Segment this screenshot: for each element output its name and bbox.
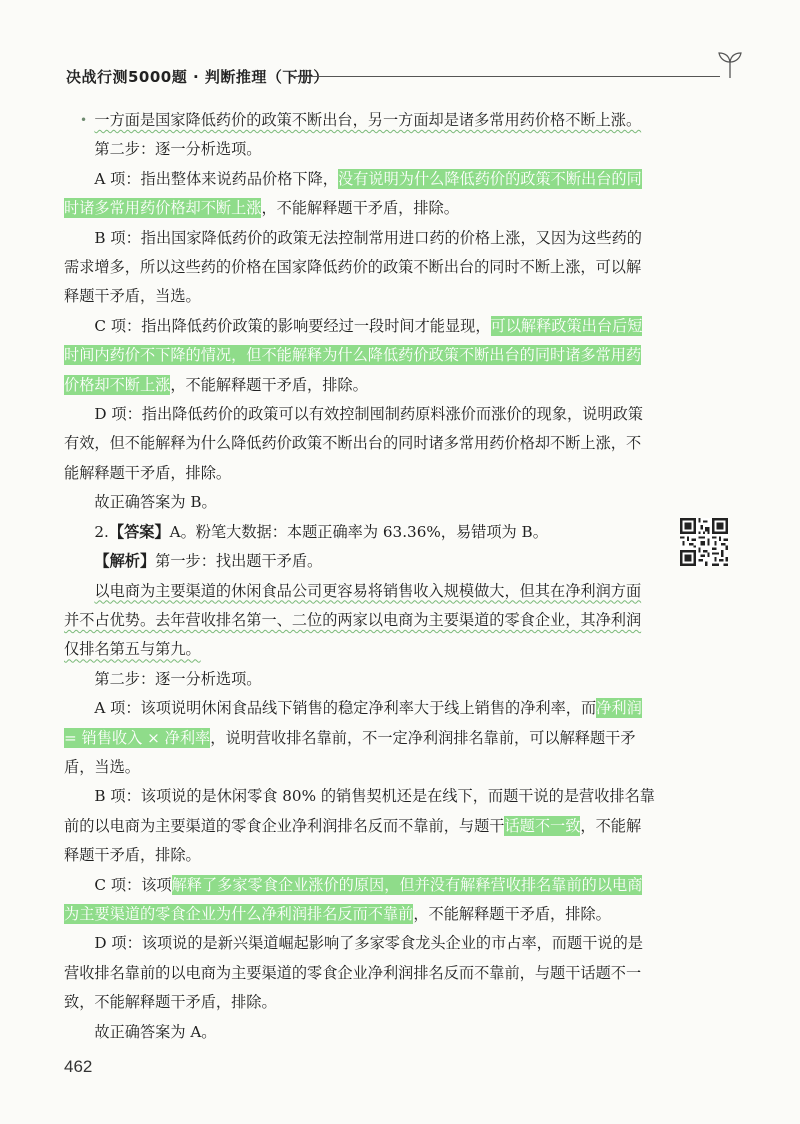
q1-option-c-conclusion: ，不能解释题干矛盾，排除。 <box>170 375 368 394</box>
q2-answer-tag: 【答案】 <box>108 522 170 541</box>
page-number: 462 <box>64 1057 93 1076</box>
q2-paragraph-contradiction <box>64 577 656 665</box>
q2-answer: 故正确答案为 A。 <box>94 1022 217 1041</box>
q1-option-d: D 项：指出降低药价的政策可以有效控制囤制药原料涨价而涨价的现象，说明政策有效，但不能解释为什么降低药价政策不断出台的同时诸多常用药价格却不断上涨，不能解释题干矛盾，排除。 <box>64 405 643 482</box>
q2-analysis-text: 第一步：找出题干矛盾。 <box>155 552 323 571</box>
q1-option-c-highlight: 可以解释政策出台后短时间内药价不下降的情况，但不能解释为什么降低药价政策不断出台的同时诸多常用药价格却不断上涨 <box>64 316 643 394</box>
q2-option-b-text: B 项：该项说的是休闲零食 80% 的销售契机还是在线下，而题干说的是营收排名靠前的以电商为主要渠道的零食企业净利润排名反而不靠前，与题干 <box>64 787 655 835</box>
q1-option-b: B 项：指出国家降低药价的政策无法控制常用进口药的价格上涨，又因为这些药的需求增多，所以这些药的价格在国家降低药价的政策不断出台的同时不断上涨，可以解释题干矛盾，当选。 <box>64 228 642 306</box>
q2-option-a-highlight: 净利润 = 销售收入 × 净利率 <box>64 699 642 747</box>
q2-option-b <box>64 782 656 870</box>
q1-paragraph-contradiction <box>64 106 656 135</box>
q2-option-c <box>64 871 656 930</box>
q2-option-b-conclusion: ，不能解释题干矛盾，排除。 <box>64 816 642 865</box>
q1-step2: 第二步：逐一分析选项。 <box>94 140 262 159</box>
q1-option-c-text: C 项：指出降低药价政策的影响要经过一段时间才能显现， <box>94 316 491 335</box>
q1-option-a <box>64 165 656 224</box>
q2-answer-text: A。粉笔大数据：本题正确率为 63.36%，易错项为 B。 <box>169 522 548 541</box>
q2-option-a-conclusion: ，说明营收排名靠前，不一定净利润排名靠前，可以解释题干矛盾，当选。 <box>64 728 636 776</box>
q2-option-b-highlight: 话题不一致 <box>504 816 581 835</box>
q2-option-c-text: C 项：该项 <box>94 875 172 894</box>
q1-option-c <box>64 312 656 400</box>
q1-option-a-text: A 项：指出整体来说药品价格下降， <box>94 169 338 188</box>
q2-answer-line <box>64 518 656 547</box>
answer-explanation <box>64 106 656 1047</box>
q2-analysis-line <box>64 547 656 576</box>
q1-option-a-highlight: 没有说明为什么降低药价的政策不断出台的同时诸多常用药价格却不断上涨 <box>64 169 642 218</box>
header-rule <box>290 76 720 77</box>
q2-analysis-tag: 【解析】 <box>94 552 156 571</box>
page-header <box>66 60 756 94</box>
q2-step2: 第二步：逐一分析选项。 <box>94 669 262 688</box>
q1-option-a-conclusion: ，不能解释题干矛盾，排除。 <box>261 199 459 218</box>
book-title: 决战行测5000题 · 判断推理（下册） <box>66 68 329 86</box>
q1-contradiction-text: 一方面是国家降低药价的政策不断出台，另一方面却是诸多常用药价格不断上涨。 <box>94 111 642 129</box>
q2-option-c-conclusion: ，不能解释题干矛盾，排除。 <box>413 904 611 923</box>
qr-code-icon[interactable] <box>680 518 728 566</box>
bullet-icon: • <box>80 113 88 127</box>
q2-contradiction-text: 以电商为主要渠道的休闲食品公司更容易将销售收入规模做大，但其在净利润方面并不占优势。去年营收排名第一、二位的两家以电商为主要渠道的零食企业，其净利润仅排名第五与第九。 <box>64 581 642 659</box>
q2-option-c-highlight: 解释了多家零食企业涨价的原因，但并没有解释营收排名靠前的以电商为主要渠道的零食企业为什么净利润排名反而不靠前 <box>64 875 643 923</box>
q1-answer: 故正确答案为 B。 <box>94 493 217 512</box>
sprout-icon <box>716 50 744 80</box>
q2-number: 2. <box>94 522 109 541</box>
q2-option-a-text: A 项：该项说明休闲食品线下销售的稳定净利率大于线上销售的净利率，而 <box>94 699 597 718</box>
q2-option-a <box>64 694 656 782</box>
q2-option-d: D 项：该项说的是新兴渠道崛起影响了多家零食龙头企业的市占率，而题干说的是营收排名靠前的以电商为主要渠道的零食企业净利润排名反而不靠前，与题干话题不一致，不能解释题干矛盾，排除。 <box>64 934 643 1012</box>
